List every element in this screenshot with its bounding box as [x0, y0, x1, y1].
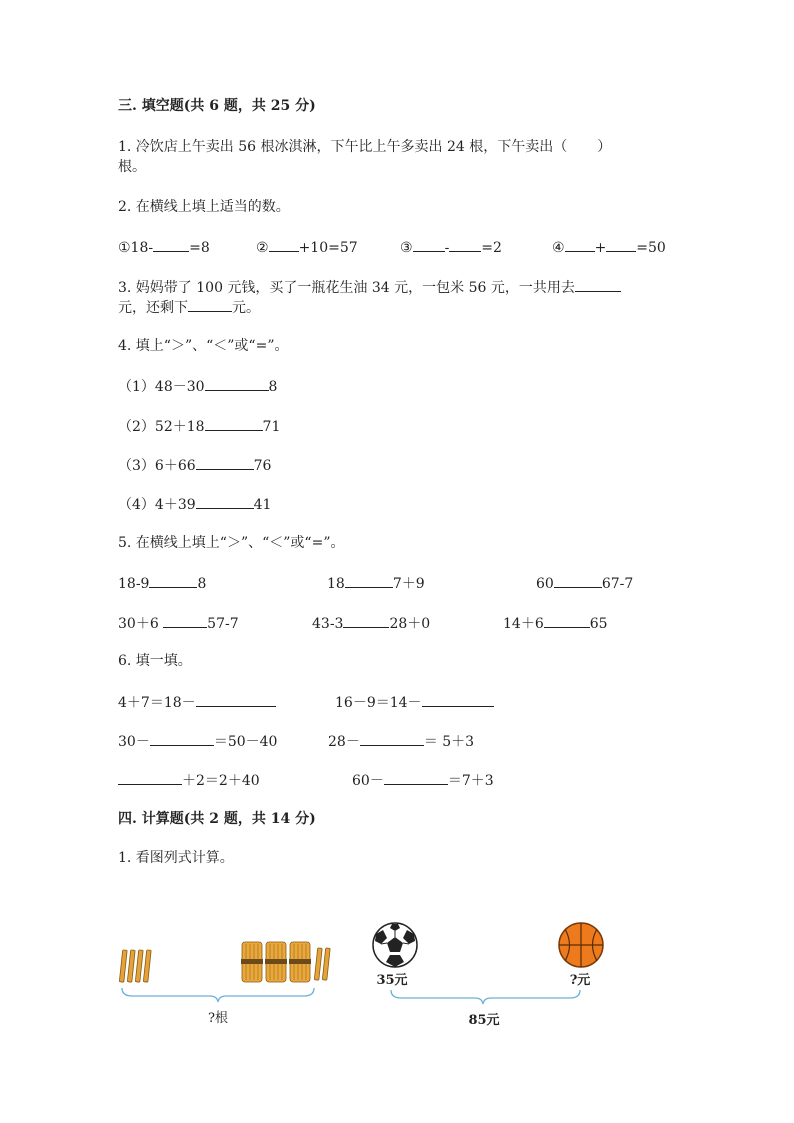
stick-bundles-icon	[241, 942, 330, 982]
q6-r2-a-post: ＝50－40	[213, 734, 278, 750]
q2-item-4	[552, 237, 666, 257]
q5-r2-2-right: 28＋0	[389, 616, 431, 632]
q5-r2-item-3	[503, 613, 608, 633]
q4-item-1-left: （1）48－30	[118, 379, 205, 395]
q2-text: 2. 在横线上填上适当的数。	[118, 199, 290, 215]
q6-r1-b	[335, 692, 494, 712]
q4-item-2-right: 71	[262, 419, 281, 435]
q4-item-1-right: 8	[268, 379, 278, 395]
q3-line-2-a: 元，还剩下	[118, 300, 188, 316]
q4-item-3-left: （3）6＋66	[118, 458, 196, 474]
q2-item-3-post: =2	[481, 240, 502, 256]
basketball-icon	[559, 923, 603, 967]
q4-item-4-blank[interactable]	[196, 494, 254, 509]
q4-item-4	[118, 494, 271, 514]
q5-r1-1-right: 8	[197, 576, 207, 592]
q5-text: 5. 在横线上填上“＞”、“＜”或“=”。	[118, 535, 345, 551]
q6-r3-b	[352, 770, 494, 790]
soccer-price: 35元	[376, 973, 408, 988]
q3-blank-total[interactable]	[575, 277, 621, 292]
q2-item-4-pre: ④	[552, 240, 565, 256]
q4-item-4-right: 41	[253, 497, 272, 513]
q2-item-3	[400, 237, 502, 257]
q6-r1-b-blank[interactable]	[422, 692, 494, 707]
q5-r1-2-left: 18	[327, 576, 345, 592]
calculation-figure	[0, 900, 794, 1060]
q4-item-2-blank[interactable]	[205, 416, 263, 431]
q1-text	[118, 138, 611, 156]
q5-r1-3-blank[interactable]	[554, 573, 602, 588]
q4-item-3-blank[interactable]	[196, 455, 254, 470]
q6-r3-a-post: ＋2＝2＋40	[182, 773, 260, 789]
q2-item-1-blank[interactable]	[153, 237, 189, 252]
q2-item-2	[256, 237, 358, 257]
q1-close-paren: ）	[597, 139, 612, 155]
sticks-label: ?根	[208, 1011, 228, 1026]
soccer-ball-icon	[373, 923, 417, 967]
q2-item-2-pre: ②	[256, 240, 269, 256]
q5-r1-2-blank[interactable]	[345, 573, 393, 588]
q4-item-2-left: （2）52＋18	[118, 419, 205, 435]
q3-blank-remaining[interactable]	[188, 297, 232, 312]
q6-r1-a-blank[interactable]	[196, 692, 276, 707]
q6-r1-a	[118, 692, 276, 712]
q5-r2-item-1	[118, 613, 239, 633]
q6-r1-a-text: 4＋7＝18－	[118, 695, 196, 711]
q2-item-2-blank[interactable]	[269, 237, 299, 252]
q2-item-4-post: =50	[636, 240, 666, 256]
basketball-price: ?元	[569, 973, 591, 988]
q5-r2-3-blank[interactable]	[544, 613, 590, 628]
q5-r1-3-left: 60	[536, 576, 554, 592]
q2-item-1-post: =8	[189, 240, 210, 256]
section-3-title: 三. 填空题(共 6 题，共 25 分)	[118, 98, 316, 114]
q6-r2-a	[118, 731, 277, 751]
q5-r2-2-left: 43-3	[312, 616, 344, 632]
q6-r3-b-blank[interactable]	[384, 770, 448, 785]
q5-r2-item-2	[312, 613, 430, 633]
q5-r1-1-left: 18-9	[118, 576, 150, 592]
q6-r3-b-pre: 60－	[352, 773, 384, 789]
q2-item-1-pre: ①18-	[118, 240, 154, 256]
q6-r3-a	[118, 770, 260, 790]
q2-item-4-mid: +	[594, 240, 607, 256]
sticks-brace	[122, 988, 314, 1002]
q6-r3-b-post: ＝7＋3	[447, 773, 494, 789]
q2-item-3-mid: -	[444, 240, 450, 256]
q1-prompt: 1. 冷饮店上午卖出 56 根冰淇淋，下午比上午多卖出 24 根，下午卖出（	[118, 139, 568, 155]
q6-r2-a-pre: 30－	[118, 734, 150, 750]
q2-item-4-blank-b[interactable]	[606, 237, 636, 252]
q6-r1-b-text: 16－9＝14－	[335, 695, 422, 711]
q3-line-2	[118, 297, 260, 317]
q6-r2-b	[328, 731, 474, 751]
q6-r2-b-pre: 28－	[328, 734, 360, 750]
total-brace	[391, 990, 580, 1004]
total-label: 85元	[468, 1013, 500, 1028]
q3-prompt: 3. 妈妈带了 100 元钱，买了一瓶花生油 34 元，一包米 56 元，一共用去	[118, 280, 575, 296]
q5-r2-3-left: 14＋6	[503, 616, 544, 632]
q1-continuation: 根。	[118, 159, 146, 175]
q6-r2-b-post: ＝ 5＋3	[423, 734, 475, 750]
q6-text: 6. 填一填。	[118, 653, 192, 669]
q5-r1-1-blank[interactable]	[149, 573, 197, 588]
q3-line-2-b: 元。	[232, 300, 260, 316]
q2-item-3-blank-b[interactable]	[449, 237, 481, 252]
q4-item-1	[118, 376, 277, 396]
q6-r2-a-blank[interactable]	[150, 731, 214, 746]
q4-item-2	[118, 416, 280, 436]
q6-r2-b-blank[interactable]	[360, 731, 424, 746]
q2-item-3-pre: ③	[400, 240, 413, 256]
q2-item-3-blank-a[interactable]	[413, 237, 445, 252]
q5-r1-item-1	[118, 573, 206, 593]
q2-item-1	[118, 237, 210, 257]
q2-item-4-blank-a[interactable]	[565, 237, 595, 252]
q4-item-1-blank[interactable]	[205, 376, 269, 391]
s4-q1-text: 1. 看图列式计算。	[118, 850, 234, 866]
q5-r2-3-right: 65	[589, 616, 608, 632]
q5-r2-1-right: 57-7	[207, 616, 239, 632]
q4-item-3-right: 76	[253, 458, 272, 474]
q5-r2-2-blank[interactable]	[343, 613, 389, 628]
q3-line-1	[118, 277, 621, 297]
q4-text: 4. 填上“＞”、“＜”或“=”。	[118, 338, 289, 354]
q5-r2-1-left: 30＋6	[118, 616, 164, 632]
section-4-title: 四. 计算题(共 2 题，共 14 分)	[118, 811, 316, 827]
loose-sticks-icon	[119, 950, 151, 982]
q5-r1-item-2	[327, 573, 425, 593]
q5-r2-1-blank[interactable]	[163, 613, 207, 628]
q5-r1-3-right: 67-7	[601, 576, 634, 592]
q4-item-3	[118, 455, 271, 475]
q4-item-4-left: （4）4＋39	[118, 497, 196, 513]
q5-r1-item-3	[536, 573, 633, 593]
q5-r1-2-right: 7＋9	[392, 576, 425, 592]
q6-r3-a-blank[interactable]	[118, 770, 182, 785]
q2-item-2-post: +10=57	[298, 240, 358, 256]
